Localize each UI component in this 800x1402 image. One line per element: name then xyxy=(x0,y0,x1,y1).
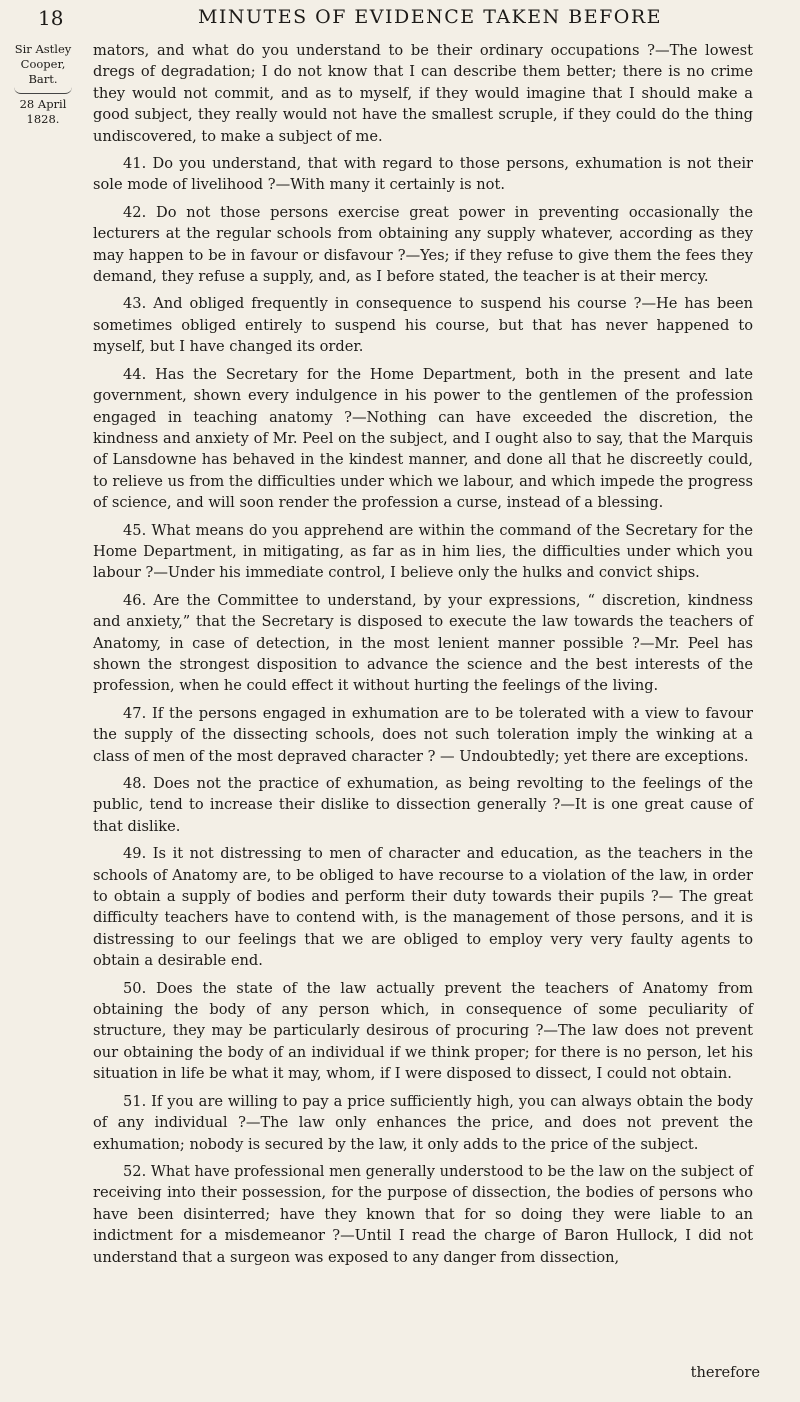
paragraph: 49. Is it not distressing to men of character and education, as the teachers in the schools of Anatomy are, to be obliged to have recourse to a violation of the law, in order to obtain a supply of bodies and perform their duty towards their pupils ?— The great difficulty teachers have to contend with, is the management of those persons, and it is distressing to our feelings that we are obliged to employ very very faulty agents to obtain a desirable end. xyxy=(93,845,753,970)
catchword: therefore xyxy=(690,1364,760,1381)
running-head: MINUTES OF EVIDENCE TAKEN BEFORE xyxy=(197,6,663,28)
paragraph: 46. Are the Committee to understand, by your expressions, “ discretion, kindness and anxiety,” that the Secretary is disposed to execute the law towards the teachers of Anatomy, in case of detection, in the most lenient manner possible ?—Mr. Peel has shown the strongest disposition to advance the science and the best interests of the profession, when he could effect it without hurting the feelings of the living. xyxy=(93,591,753,695)
paragraph: 42. Do not those persons exercise great power in preventing occasionally the lecturers at the regular schools from obtaining any supply whatever, according as they may happen to be in favour or disfavour ?—Yes; if they refuse to give them the fees they demand, they refuse a supply, and, as I before stated, the teacher is at their mercy. xyxy=(93,203,753,286)
paragraph: 48. Does not the practice of exhumation, as being revolting to the feelings of the public, tend to increase their dislike to dissection generally ?—It is one great cause of that dislike. xyxy=(93,775,753,835)
paragraph: 51. If you are willing to pay a price sufficiently high, you can always obtain the body of any individual ?—The law only enhances the price, and does not prevent the exhumation; nobody is secured by the law, it only adds to the price of the subject. xyxy=(93,1092,753,1153)
margin-note xyxy=(6,42,80,127)
date-year: 1828. xyxy=(26,112,60,126)
paragraph: 44. Has the Secretary for the Home Department, both in the present and late government, shown every indulgence in his power to the gentlemen of the profession engaged in teaching anatomy ?—Nothing can have exceeded the discretion, the kindness and anxiety of Mr. Peel on the subject, and I ought also to say, that the Marquis of Lansdowne has behaved in the kindest manner, and done all that he discreetly could, to relieve us from the difficulties under which we labour, and which impede the progress of science, and will soon render the profession a curse, instead of a blessing. xyxy=(93,365,753,512)
paragraph: 45. What means do you apprehend are within the command of the Secretary for the Home Department, in mitigating, as far as in him lies, the difficulties under which you labour ?—Under his immediate control, I believe only the hulks and convict ships. xyxy=(93,521,753,582)
paragraph: 50. Does the state of the law actually prevent the teachers of Anatomy from obtaining the body of any person which, in consequence of some peculiarity of structure, they may be particularly desirous of procuring ?—The law does not prevent our obtaining the body of an individual if we think proper; for there is no person, let his situation in life be what it may, whom, if I were disposed to dissect, I could not obtain. xyxy=(93,979,753,1083)
body-text xyxy=(93,40,753,1274)
paragraph: 52. What have professional men generally understood to be the law on the subject of receiving into their possession, for the purpose of dissection, the bodies of persons who have been disinterred; have they known that for so doing they were liable to an indictment for a misdemeanor ?—Until I read the charge of Baron Hullock, I did not understand that a surgeon was exposed to any danger from dissection, xyxy=(93,1162,753,1266)
paragraph: mators, and what do you understand to be their ordinary occupations ?—The lowest dregs of degradation; I do not know that I can describe them better; there is no crime they would not commit, and as to myself, if they would imagine that I should make a good subject, they really would not have the smallest scruple, if they could do the thing undiscovered, to make a subject of me. xyxy=(93,42,753,145)
paragraph: 41. Do you understand, that with regard to those persons, exhumation is not their sole mode of livelihood ?—With many it certainly is not. xyxy=(93,155,753,194)
brace-icon xyxy=(14,87,72,94)
witness-name: Sir Astley Cooper, xyxy=(14,42,72,71)
date-day: 28 April xyxy=(19,97,67,111)
witness-title: Bart. xyxy=(28,72,58,86)
paragraph: 43. And obliged frequently in consequence to suspend his course ?—He has been sometimes obliged entirely to suspend his course, but that has never happened to myself, but I have changed its order. xyxy=(93,295,753,356)
paragraph: 47. If the persons engaged in exhumation are to be tolerated with a view to favour the supply of the dissecting schools, does not such toleration imply the winking at a class of men of the most depraved character ? — Undoubtedly; yet there are exceptions. xyxy=(93,704,753,765)
page-number: 18 xyxy=(38,6,64,30)
